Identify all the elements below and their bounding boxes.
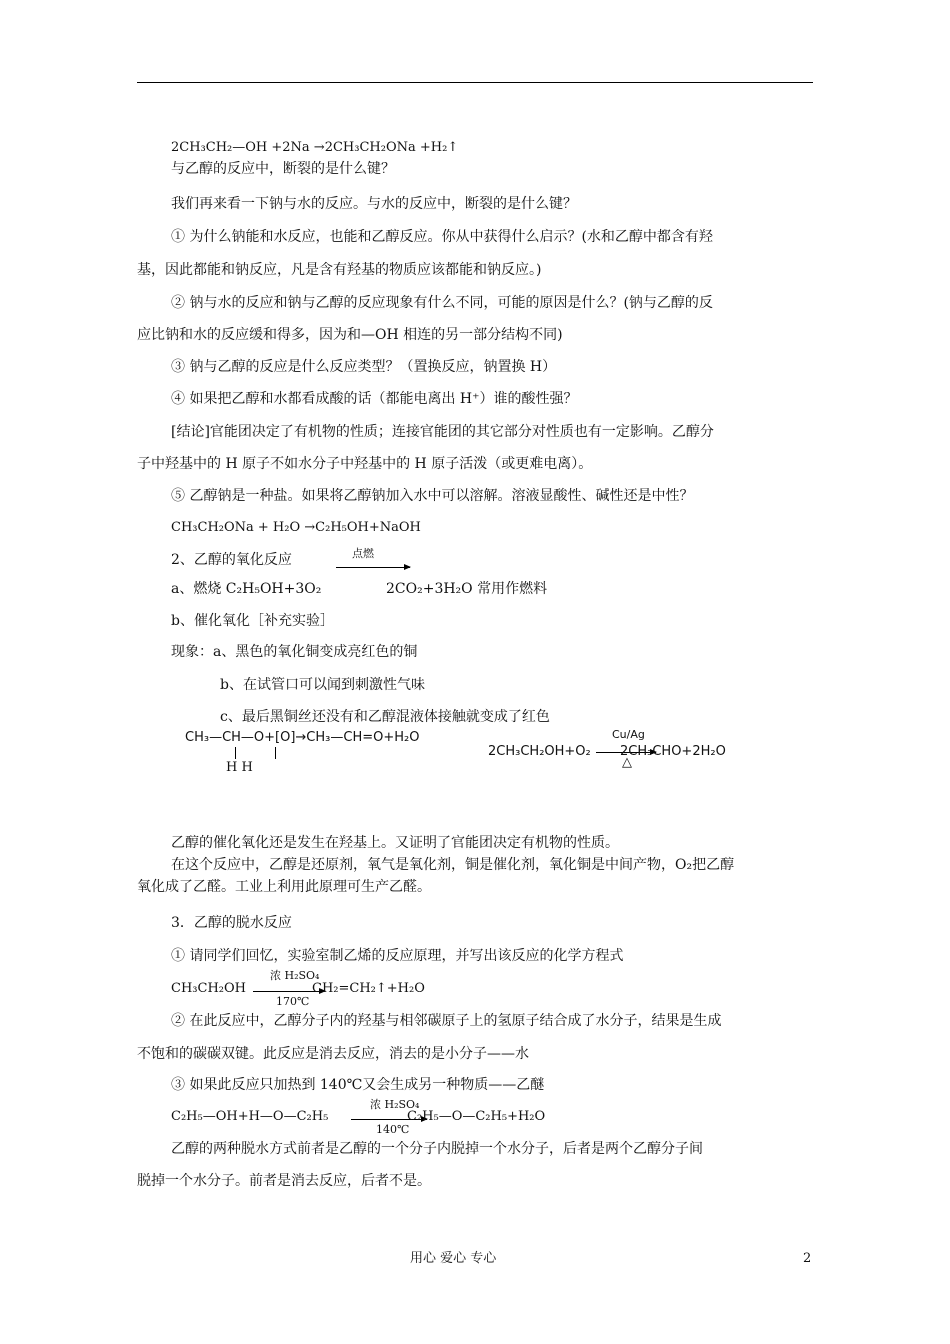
combustion-right: 2CO₂+3H₂O 常用作燃料 xyxy=(386,581,548,597)
condition-sulfuric-acid: 浓 H₂SO₄ xyxy=(370,1098,420,1111)
paragraph-text: 不饱和的碳碳双键。此反应是消去反应，消去的是小分子——水 xyxy=(137,1046,529,1062)
paragraph-text: 乙醇的两种脱水方式前者是乙醇的一个分子内脱掉一个水分子，后者是两个乙醇分子间 xyxy=(171,1141,703,1157)
section-heading: 2、乙醇的氧化反应 xyxy=(171,552,292,568)
question-5: ⑤ 乙醇钠是一种盐。如果将乙醇钠加入水中可以溶解。溶液显酸性、碱性还是中性？ xyxy=(171,488,694,504)
mechanism-equation: CH₃—CH—O+[O]→CH₃—CH=O+H₂O xyxy=(185,730,420,745)
footer-motto: 用心 爱心 专心 xyxy=(410,1251,497,1266)
question-3: ③ 钠与乙醇的反应是什么反应类型？（置换反应，钠置换 H） xyxy=(171,359,557,375)
paragraph-text: 乙醇的催化氧化还是发生在羟基上。又证明了官能团决定有机物的性质。 xyxy=(171,835,619,851)
condition-ignite: 点燃 xyxy=(352,547,374,560)
dehydration-equation-right: CH₂=CH₂↑+H₂O xyxy=(312,981,425,996)
question-text: ① 请同学们回忆，实验室制乙烯的反应原理，并写出该反应的化学方程式 xyxy=(171,948,624,964)
catalytic-equation-left: 2CH₃CH₂OH+O₂ xyxy=(488,744,591,759)
condition-heat: △ xyxy=(622,755,632,770)
ether-equation-left: C₂H₅—OH+H—O—C₂H₅ xyxy=(171,1109,329,1124)
question-text: ② 在此反应中，乙醇分子内的羟基与相邻碳原子上的氢原子结合成了水分子，结果是生成 xyxy=(171,1013,722,1029)
question-2: ② 钠与水的反应和钠与乙醇的反应现象有什么不同，可能的原因是什么？(钠与乙醇的反 xyxy=(171,295,713,311)
paragraph-text: 脱掉一个水分子。前者是消去反应，后者不是。 xyxy=(137,1173,431,1189)
question-1-cont: 基，因此都能和钠反应，凡是含有羟基的物质应该都能和钠反应。) xyxy=(137,262,542,278)
equation-sodium-ethoxide: CH₃CH₂ONa + H₂O →C₂H₅OH+NaOH xyxy=(171,520,421,535)
header-rule xyxy=(137,82,813,83)
subheading-catalytic: b、催化氧化［补充实验］ xyxy=(171,613,334,629)
reaction-arrow xyxy=(336,567,410,568)
paragraph-text: 我们再来看一下钠与水的反应。与水的反应中，断裂的是什么键？ xyxy=(171,196,577,212)
paragraph-text: 氧化成了乙醛。工业上利用此原理可生产乙醛。 xyxy=(137,879,431,895)
dehydration-equation-left: CH₃CH₂OH xyxy=(171,981,246,996)
catalytic-equation-right: 2CH₃CHO+2H₂O xyxy=(620,744,726,759)
conclusion: [结论]官能团决定了有机物的性质；连接官能团的其它部分对性质也有一定影响。乙醇分 xyxy=(171,424,714,440)
section-heading: 3．乙醇的脱水反应 xyxy=(171,915,292,931)
bond-line xyxy=(235,747,236,759)
question-text: 与乙醇的反应中，断裂的是什么键？ xyxy=(171,161,395,177)
phenomenon-a: 现象：a、黑色的氧化铜变成亮红色的铜 xyxy=(171,644,418,660)
condition-temperature: 170℃ xyxy=(276,995,310,1008)
question-1: ① 为什么钠能和水反应，也能和乙醇反应。你从中获得什么启示？(水和乙醇中都含有羟 xyxy=(171,229,713,245)
conclusion-cont: 子中羟基中的 H 原子不如水分子中羟基中的 H 原子活泼（或更难电离）。 xyxy=(137,456,593,472)
phenomenon-c: c、最后黑铜丝还没有和乙醇混液体接触就变成了红色 xyxy=(220,709,550,725)
condition-temperature: 140℃ xyxy=(376,1123,410,1136)
bond-line xyxy=(275,747,276,759)
phenomenon-b: b、在试管口可以闻到刺激性气味 xyxy=(220,677,425,693)
question-text: ③ 如果此反应只加热到 140℃又会生成另一种物质——乙醚 xyxy=(171,1077,545,1093)
mechanism-hydrogens: H H xyxy=(226,760,253,775)
paragraph-text: 在这个反应中，乙醇是还原剂，氧气是氧化剂，铜是催化剂，氧化铜是中间产物，O₂把乙醇 xyxy=(171,857,735,873)
condition-catalyst: Cu/Ag xyxy=(612,728,645,741)
page-number: 2 xyxy=(803,1251,812,1266)
equation-sodium-ethanol: 2CH₃CH₂—OH +2Na →2CH₃CH₂ONa +H₂↑ xyxy=(171,140,459,155)
condition-sulfuric-acid: 浓 H₂SO₄ xyxy=(270,969,320,982)
question-2-cont: 应比钠和水的反应缓和得多，因为和—OH 相连的另一部分结构不同) xyxy=(137,327,563,343)
ether-equation-right: C₂H₅—O—C₂H₅+H₂O xyxy=(407,1109,546,1124)
question-4: ④ 如果把乙醇和水都看成酸的话（都能电离出 H⁺）谁的酸性强？ xyxy=(171,391,578,407)
combustion-left: a、燃烧 C₂H₅OH+3O₂ xyxy=(171,581,322,597)
